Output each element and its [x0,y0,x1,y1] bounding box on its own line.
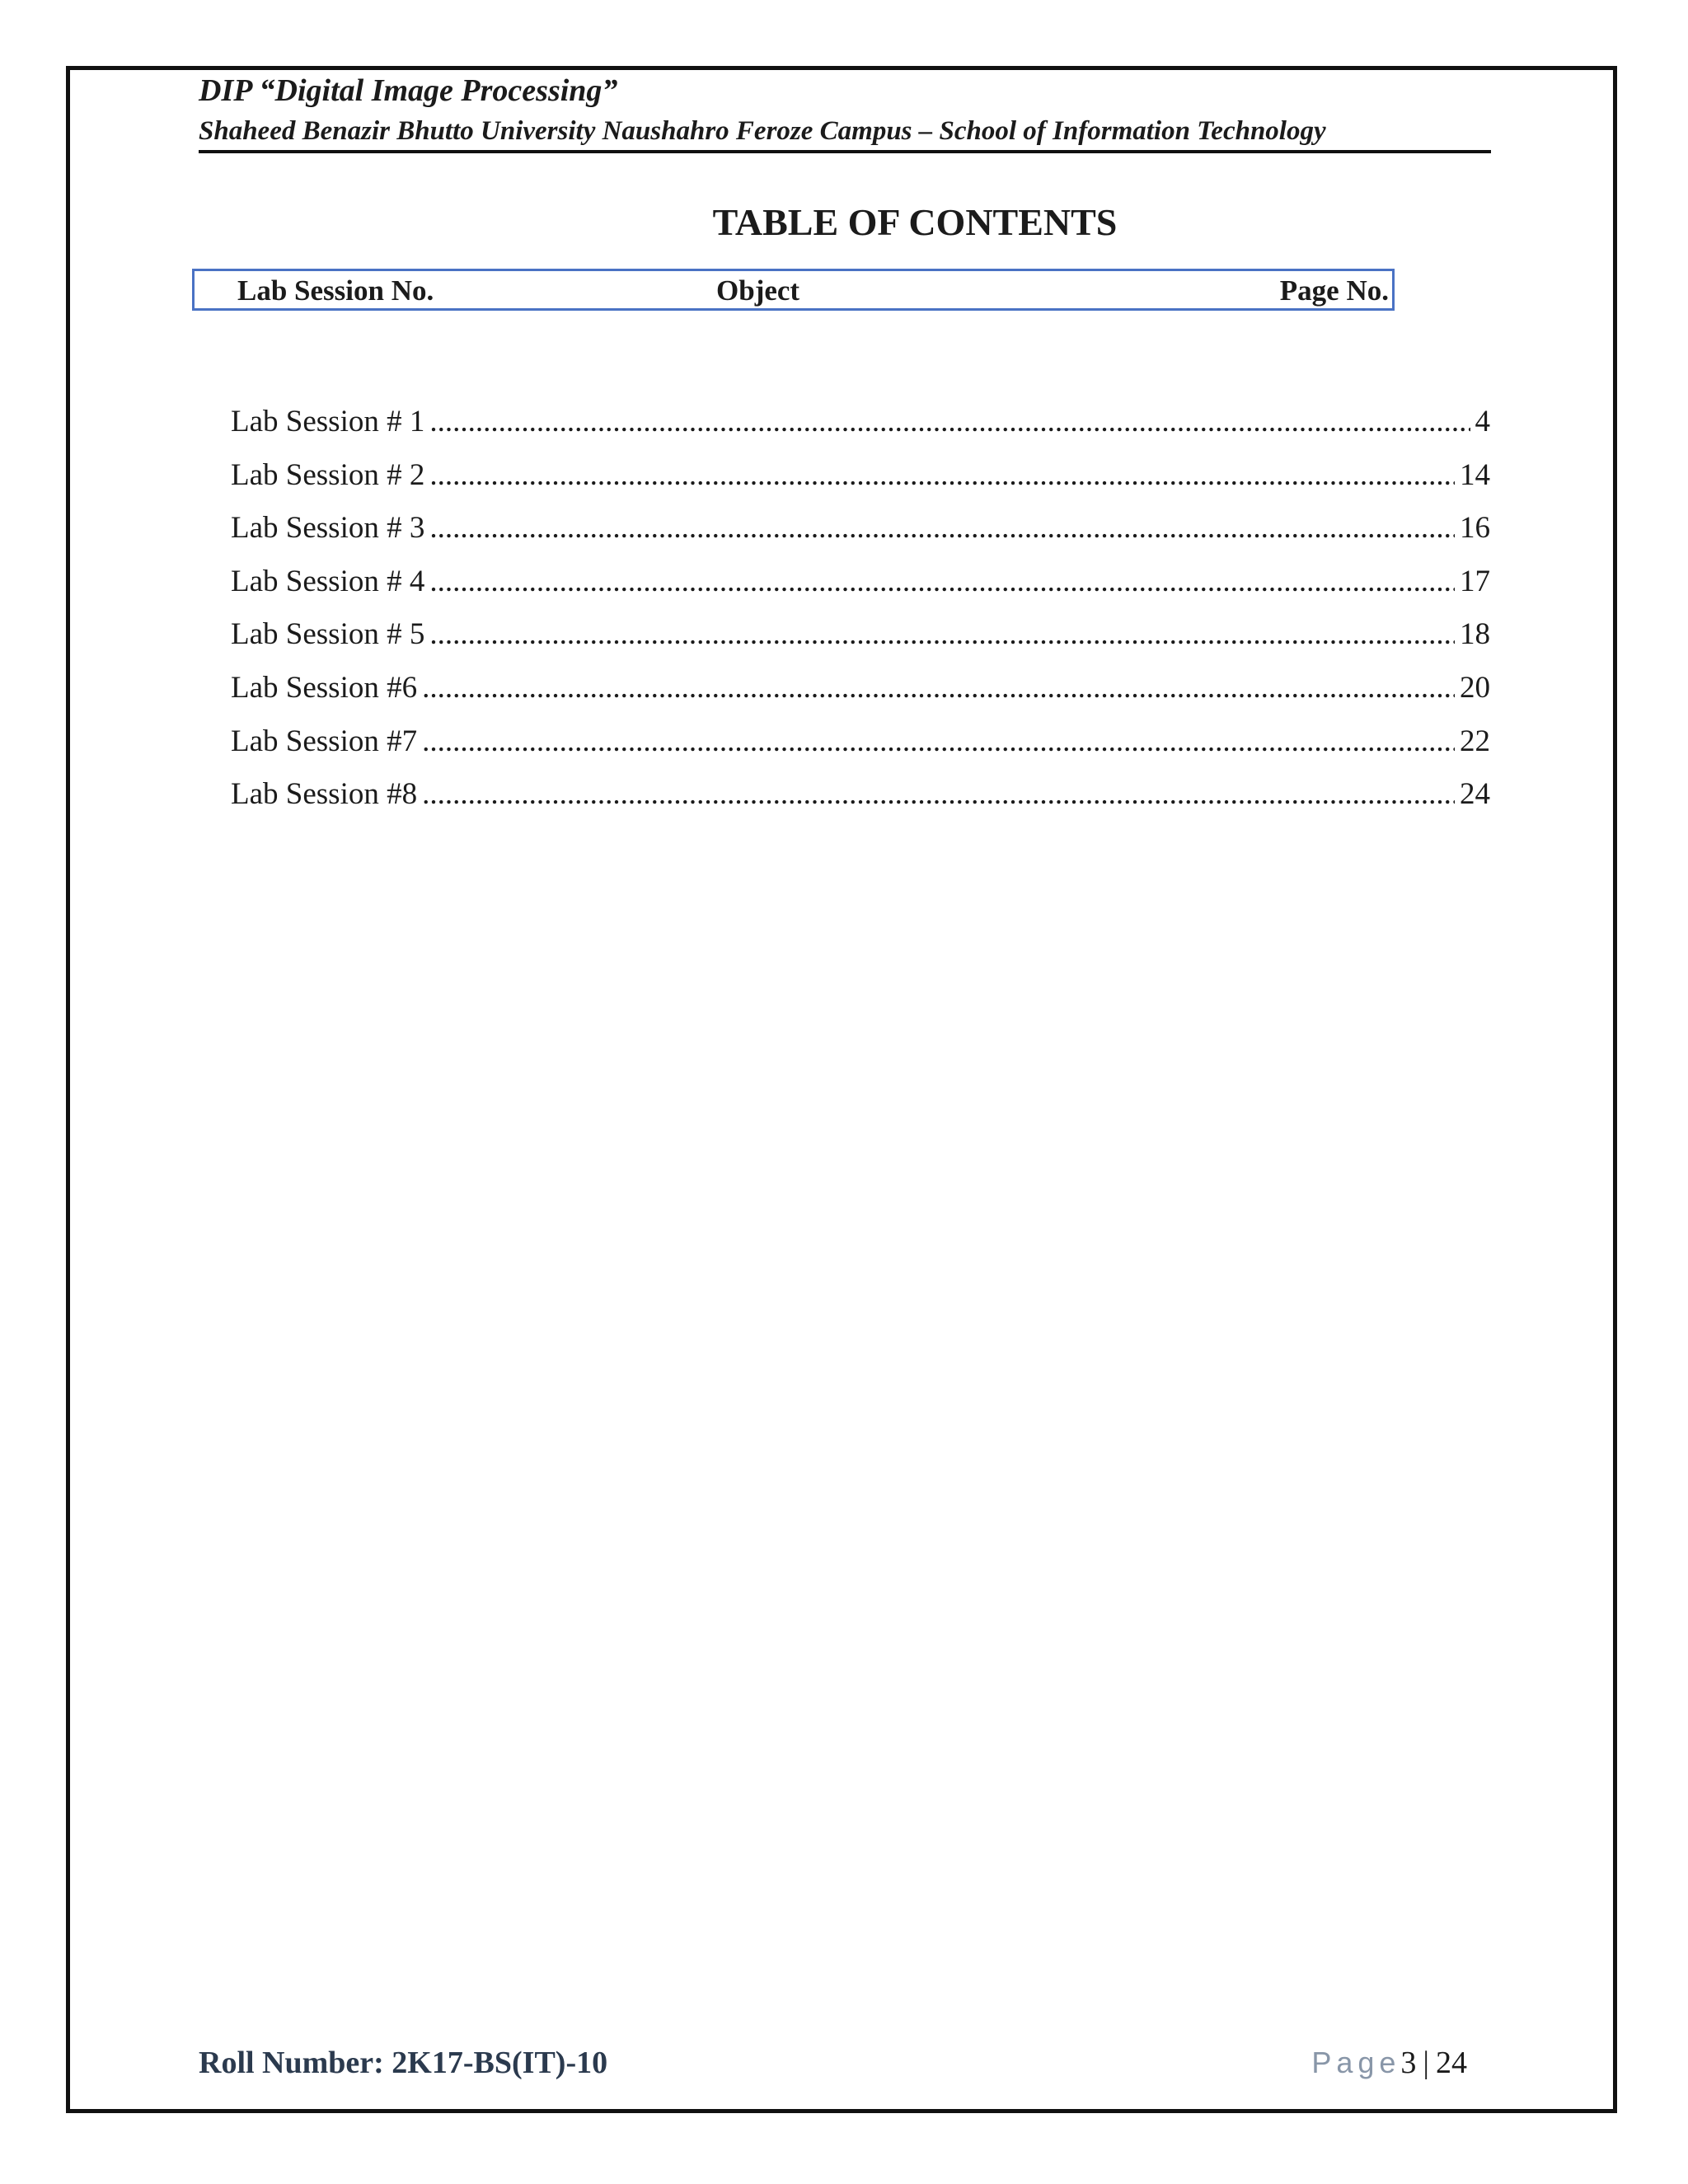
toc-entry-label: Lab Session #8 [231,777,418,812]
toc-entry-page: 14 [1460,457,1490,492]
toc-entry-page: 18 [1460,617,1490,652]
toc-leader-dots [429,505,1455,551]
toc-entry[interactable] [231,452,1490,506]
toc-entry[interactable] [231,612,1490,665]
toc-entry-label: Lab Session # 1 [231,405,425,438]
toc-entry-page: 22 [1460,724,1490,758]
toc-leader-dots [429,612,1455,658]
toc-entry-page: 16 [1460,511,1490,546]
toc-leader-dots [429,559,1455,605]
page-number [1311,2042,1467,2083]
toc-entry[interactable] [231,771,1490,825]
column-header-page: Page No. [1279,274,1389,307]
toc-entry-label: Lab Session # 3 [231,511,425,546]
total-pages: 24 [1436,2046,1467,2080]
toc-leader-dots [422,771,1455,818]
toc-entry-page: 4 [1475,405,1490,438]
column-header-object: Object [716,274,800,307]
toc-entry[interactable] [231,399,1490,452]
header-divider [199,150,1491,153]
toc-leader-dots [429,399,1470,445]
toc-entry[interactable] [231,559,1490,612]
toc-entry-label: Lab Session # 2 [231,457,425,492]
page-separator: | [1423,2046,1429,2080]
toc-entry-page: 17 [1460,564,1490,598]
toc-entry[interactable] [231,665,1490,719]
toc-entry-label: Lab Session #6 [231,670,418,705]
page-header [199,69,1491,150]
column-header-session: Lab Session No. [237,274,434,307]
toc-list [231,399,1490,825]
page-word: Page [1311,2046,1401,2079]
toc-entry[interactable] [231,505,1490,559]
toc-leader-dots [429,452,1455,499]
toc-entry-page: 20 [1460,670,1490,705]
toc-title: TABLE OF CONTENTS [712,201,1118,243]
toc-leader-dots [422,665,1455,711]
toc-column-header [192,269,1395,311]
toc-entry-label: Lab Session #7 [231,724,418,758]
page-border [66,66,1617,2113]
toc-entry-page: 24 [1460,777,1490,812]
roll-number: Roll Number: 2K17-BS(IT)-10 [199,2046,608,2080]
toc-entry-label: Lab Session # 5 [231,617,425,652]
toc-leader-dots [422,719,1455,765]
course-title: DIP “Digital Image Processing” [199,73,618,108]
toc-entry-label: Lab Session # 4 [231,564,425,598]
institution-name: Shaheed Benazir Bhutto University Naushahro Feroze Campus – School of Information Technology [199,116,1326,146]
toc-entry[interactable] [231,719,1490,772]
current-page: 3 [1400,2046,1417,2080]
